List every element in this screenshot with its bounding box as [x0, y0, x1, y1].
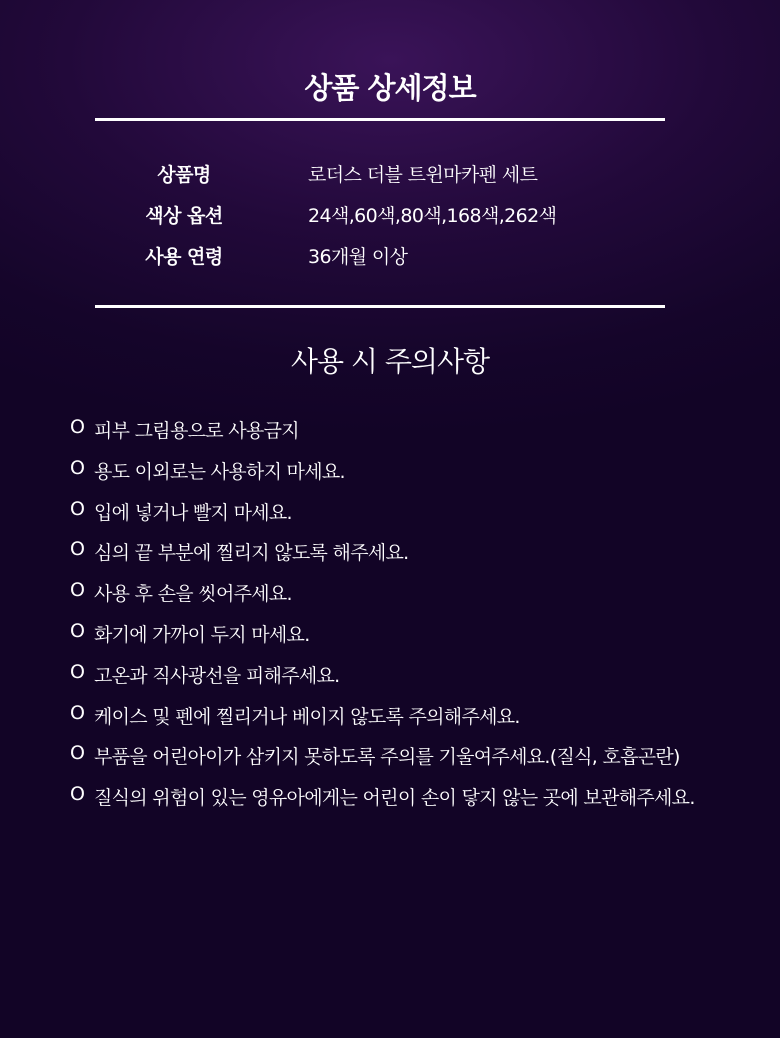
caution-item [70, 661, 760, 702]
caution-marker: O [70, 456, 85, 479]
caution-list [70, 416, 760, 824]
caution-marker: O [70, 619, 85, 642]
caution-marker: O [70, 742, 85, 765]
caution-marker: O [70, 416, 85, 438]
caution-item [70, 416, 760, 457]
caution-text: 용도 이외로는 사용하지 마세요. [94, 460, 345, 483]
caution-text: 고온과 직사광선을 피해주세요. [94, 664, 340, 687]
caution-text: 피부 그림용으로 사용금지 [94, 420, 299, 442]
caution-item [70, 579, 760, 620]
caution-text: 질식의 위험이 있는 영유아에게는 어린이 손이 닿지 않는 곳에 보관해주세요. [94, 787, 695, 810]
caution-text: 사용 후 손을 씻어주세요. [94, 583, 292, 606]
caution-item [70, 498, 760, 539]
caution-item [70, 742, 760, 783]
caution-marker: O [70, 538, 85, 561]
caution-item [70, 538, 760, 579]
info-row-color-options [0, 201, 780, 231]
caution-marker: O [70, 497, 85, 520]
caution-marker: O [70, 579, 85, 602]
caution-item [70, 457, 760, 498]
caution-marker: O [70, 701, 85, 724]
middle-divider [95, 305, 665, 308]
info-row-age [0, 242, 780, 272]
info-label: 상품명 [157, 164, 211, 186]
top-divider [95, 118, 665, 121]
caution-text: 심의 끝 부분에 찔리지 않도록 해주세요. [94, 542, 409, 565]
caution-text: 케이스 및 펜에 찔리거나 베이지 않도록 주의해주세요. [94, 705, 520, 728]
caution-item [70, 783, 760, 824]
info-value: 36개월 이상 [308, 246, 408, 268]
info-row-product-name [0, 160, 780, 190]
info-value: 24색,60색,80색,168색,262색 [308, 205, 557, 227]
caution-text: 입에 넣거나 빨지 마세요. [94, 501, 292, 524]
caution-item [70, 620, 760, 661]
caution-marker: O [70, 660, 85, 683]
caution-marker: O [70, 783, 85, 806]
cautions-title: 사용 시 주의사항 [290, 345, 490, 378]
info-value: 로더스 더블 트윈마카펜 세트 [308, 164, 538, 186]
product-detail-title: 상품 상세정보 [304, 71, 476, 105]
info-label: 사용 연령 [145, 246, 223, 268]
caution-text: 부품을 어린아이가 삼키지 못하도록 주의를 기울여주세요.(질식, 호흡곤란) [94, 746, 680, 769]
caution-text: 화기에 가까이 두지 마세요. [94, 623, 310, 646]
caution-item [70, 702, 760, 743]
info-label: 색상 옵션 [145, 205, 223, 227]
